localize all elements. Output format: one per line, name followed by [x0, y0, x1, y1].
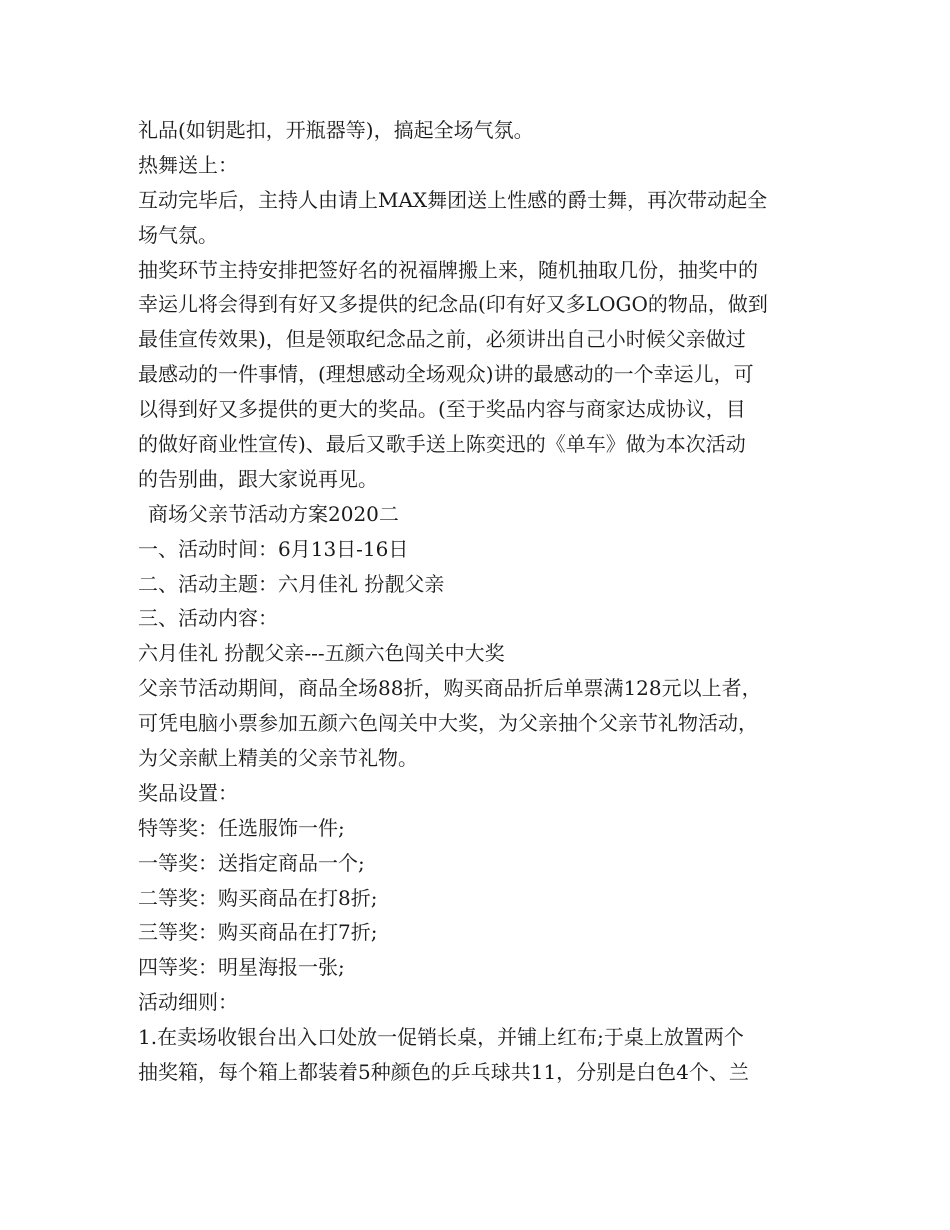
body-line: 的告别曲，跟大家说再见。: [138, 466, 378, 491]
body-line: 礼品(如钥匙扣，开瓶器等)，搞起全场气氛。: [138, 118, 534, 142]
body-line: 为父亲献上精美的父亲节礼物。: [138, 746, 418, 771]
body-line: 最佳宣传效果)，但是领取纪念品之前，必须讲出自己小时候父亲做过: [138, 327, 746, 352]
activity-content-label: 三、活动内容：: [138, 606, 278, 631]
prize-item: 二等奖：购买商品在打8折;: [138, 885, 378, 910]
activity-theme: 二、活动主题：六月佳礼 扮靓父亲: [138, 571, 445, 596]
prize-item: 一等奖：送指定商品一个;: [138, 850, 365, 875]
body-line: 互动完毕后，主持人由请上MAX舞团送上性感的爵士舞，再次带动起全: [138, 187, 768, 212]
prize-item: 四等奖：明星海报一张;: [138, 955, 345, 980]
prize-settings-label: 奖品设置：: [138, 780, 238, 805]
body-line: 抽奖箱，每个箱上都装着5种颜色的乒乓球共11，分别是白色4个、兰: [138, 1060, 749, 1085]
body-line: 场气氛。: [138, 222, 218, 247]
body-line: 抽奖环节主持安排把签好名的祝福牌搬上来，随机抽取几份，抽奖中的: [138, 257, 758, 282]
body-line: 幸运儿将会得到有好又多提供的纪念品(印有好又多LOGO的物品，做到: [138, 292, 768, 317]
body-line: 可凭电脑小票参加五颜六色闯关中大奖，为父亲抽个父亲节礼物活动，: [138, 711, 758, 736]
activity-time: 一、活动时间：6月13日-16日: [138, 536, 409, 561]
body-line: 最感动的一件事情，(理想感动全场观众)讲的最感动的一个幸运儿，可: [138, 362, 754, 387]
section-title: 商场父亲节活动方案2020二: [148, 501, 399, 526]
rules-label: 活动细则：: [138, 990, 238, 1015]
prize-item: 特等奖：任选服饰一件;: [138, 815, 345, 840]
prize-item: 三等奖：购买商品在打7折;: [138, 920, 378, 945]
document-body: [138, 113, 828, 1090]
body-line: 的做好商业性宣传)、最后又歌手送上陈奕迅的《单车》做为本次活动: [138, 432, 746, 457]
body-line: 父亲节活动期间，商品全场88折，购买商品折后单票满128元以上者，: [138, 676, 762, 701]
activity-slogan: 六月佳礼 扮靓父亲---五颜六色闯关中大奖: [138, 641, 505, 666]
body-line: 以得到好又多提供的更大的奖品。(至于奖品内容与商家达成协议，目: [138, 397, 746, 422]
body-line: 1.在卖场收银台出入口处放一促销长桌，并铺上红布;于桌上放置两个: [138, 1025, 744, 1050]
section-label-dance: 热舞送上：: [138, 152, 238, 177]
